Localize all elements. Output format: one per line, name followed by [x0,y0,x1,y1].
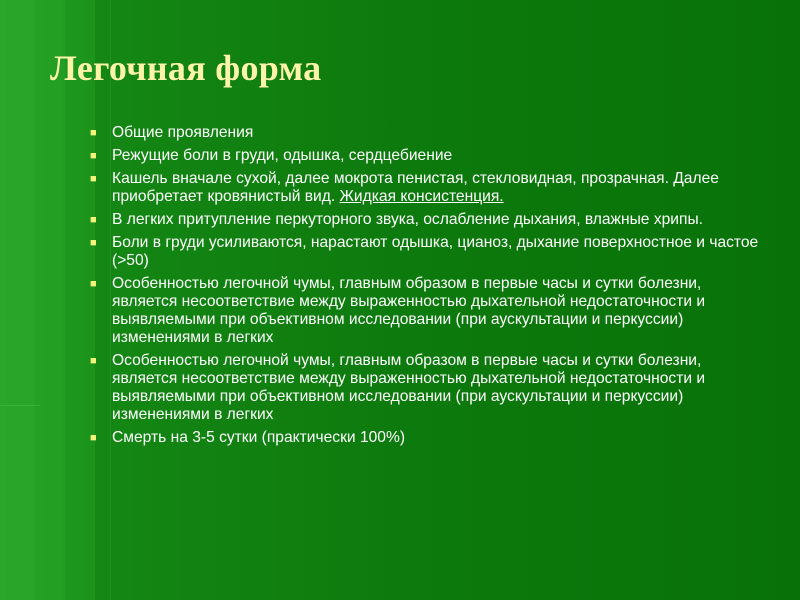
list-item-text: Особенностью легочной чумы, главным образом в первые часы и сутки болезни, является несоответствие между выраженностью дыхательной недостаточности и выявляемыми при объективном исследовании (при аускультации и перкуссии) изменениями в легких [112,352,706,423]
list-item [90,234,770,270]
bullet-square-icon: ■ [90,150,97,162]
bullet-square-icon: ■ [90,355,97,367]
bullet-list [90,124,770,452]
list-item-text: Особенностью легочной чумы, главным образом в первые часы и сутки болезни, является несоответствие между выраженностью дыхательной недостаточности и выявляемыми при объективном исследовании (при аускультации и перкуссии) изменениями в легких [112,275,706,346]
bullet-square-icon: ■ [90,127,97,139]
list-item [90,275,770,347]
list-item [90,352,770,424]
list-item-text: Общие проявления [112,124,254,141]
list-item-text: Кашель вначале сухой, далее мокрота пенистая, стекловидная, прозрачная. Далее приобретает кровянистый вид. [112,170,719,205]
list-item [90,170,770,206]
list-item-text: Смерть на 3-5 сутки (практически 100%) [112,429,406,446]
list-item-emphasis: Жидкая консистенция. [339,188,504,205]
bullet-square-icon: ■ [90,214,97,226]
bullet-square-icon: ■ [90,237,97,249]
list-item [90,124,770,142]
list-item [90,211,770,229]
list-item-text: Режущие боли в груди, одышка, сердцебиение [112,147,453,164]
bullet-square-icon: ■ [90,278,97,290]
list-item [90,429,770,447]
slide-title: Легочная форма [50,48,322,88]
list-item [90,147,770,165]
bullet-square-icon: ■ [90,432,97,444]
list-item-text: Боли в груди усиливаются, нарастают одышка, цианоз, дыхание поверхностное и частое (>50) [112,234,759,269]
bullet-square-icon: ■ [90,173,97,185]
list-item-text: В легких притупление перкуторного звука, ослабление дыхания, влажные хрипы. [112,211,703,228]
